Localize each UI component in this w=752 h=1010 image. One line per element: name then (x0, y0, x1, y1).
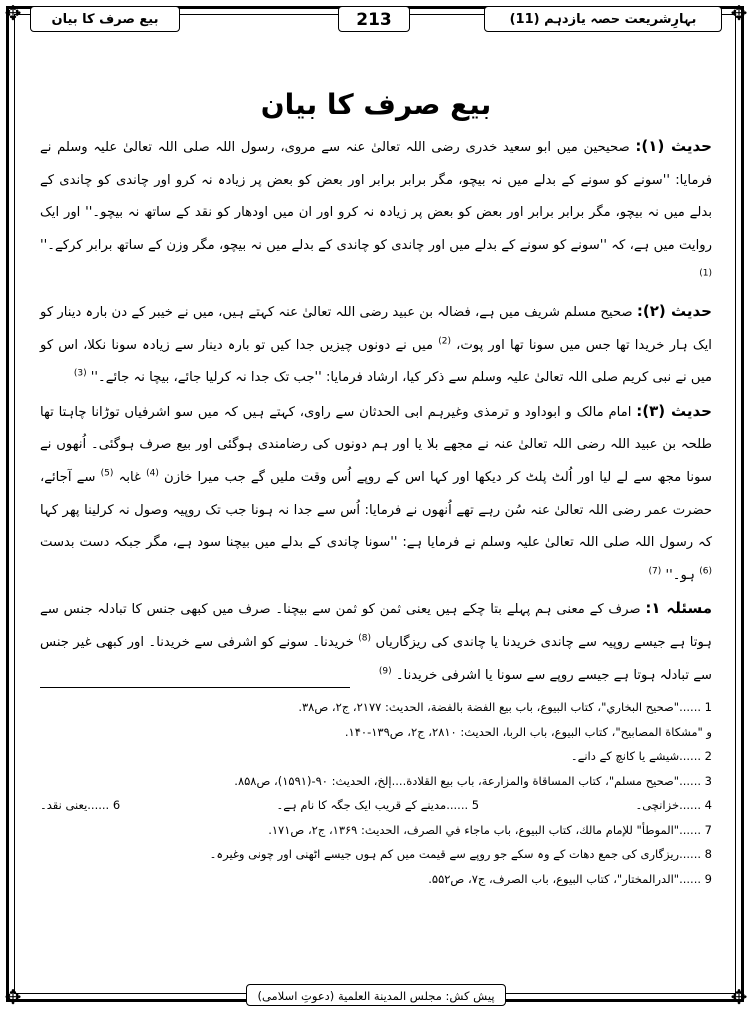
corner-ornament-icon: ✥ (4, 1, 22, 25)
footnote-divider (40, 687, 350, 688)
footnote-marker: (1) (699, 268, 712, 279)
footnote: 3 ......"صحیح مسلم"، کتاب المساقاة والمزارعة، باب بیع القلادة....إلخ، الحدیث: ۹۰-(۱۵۹۱)، ص۸۵۸. (234, 773, 712, 788)
paragraph-text: غابہ (118, 469, 141, 485)
footnote: 7 ......"الموطأ" للإمام مالك، کتاب البیوع، باب ماجاء في الصرف، الحدیث: ۱۳۶۹، ج۲، ص۱۷۱. (268, 822, 712, 837)
masala-heading: مسئلہ ۱: (645, 599, 712, 618)
footnote-marker: (7) (648, 566, 662, 577)
hadith-paragraph (40, 295, 712, 395)
footnotes (40, 695, 712, 891)
paragraph-text: امام مالک و ابوداود و ترمذی وغیرہم ابی الحدثان سے راوی، کہتے ہیں کہ میں سو اشرفیاں توڑانا چاہتا تھا طلحہ بن عبید اللہ رضی اللہ تعالیٰ عنہ نے مجھے بلا یا اور ہم دونوں کی رضامندی ہوگئی اور بیع صرف ہوگئی۔ اُنھوں نے سونا مجھ سے لے لیا اور اُلٹ پلٹ کر دیکھا اور کہا اس کے روپے اُس وقت ملیں گے جب میرا خازن (40, 404, 712, 485)
corner-ornament-icon: ✥ (730, 1, 748, 25)
running-header-book: بہارِشریعت حصہ یازدہم (11) (484, 6, 722, 32)
hadith-paragraph (40, 395, 712, 593)
hadith-heading: حدیث (۱): (635, 137, 712, 155)
masala-paragraph (40, 592, 712, 692)
footnote-row (40, 793, 712, 818)
footnote-marker: (6) (699, 566, 712, 577)
footnote: 8 ......ریزگاری کی جمع دھات کے وہ سکے جو روپے سے قیمت میں کم ہوں جیسے اٹھنی اور چونی وغیرہ۔ (209, 847, 712, 861)
paragraph-text: خریدنا۔ سونے کو اشرفی سے خریدنا۔ اور کبھی غیر جنس سے تبادلہ ہوتا ہے جیسے روپے سے سونا یا اشرفی خریدنا۔ (40, 634, 712, 683)
main-text (40, 130, 712, 692)
paragraph-text: صحیحین میں ابو سعید خدری رضی اللہ تعالیٰ عنہ سے مروی، رسول اللہ صلی اللہ تعالیٰ علیہ وسلم نے فرمایا: ''سونے کو سونے کے بدلے میں نہ بیچو، مگر برابر برابر اور بعض کو بعض پر زیادہ نہ کرو اور چاندی کو چاندی کے بدلے میں نہ بیچو، مگر برابر برابر اور بعض کو بعض پر زیادہ نہ کرو اور ان میں اودھار کو نقد کے ساتھ نہ بیچو۔'' اور ایک روایت میں ہے، کہ ''سونے کو سونے کے بدلے میں اور چاندی کو چاندی کے بدلے میں نہ بیچو، مگر وزن کے ساتھ برابر کرکے۔'' (40, 140, 712, 253)
hadith-paragraph (40, 130, 712, 295)
footnote-marker: (9) (378, 666, 392, 677)
footnote: 5 ......مدینے کے قریب ایک جگہ کا نام ہے۔ (276, 798, 480, 812)
footnote-marker: (4) (146, 468, 159, 479)
footnote: 6 ......یعنی نقد۔ (40, 798, 121, 812)
page-number: 213 (338, 6, 410, 32)
paragraph-text: صحیح مسلم شریف میں ہے، فضالہ بن عبید رضی اللہ تعالیٰ عنہ کہتے ہیں، میں نے خیبر کے دن بارہ دینار کو ایک ہار خریدا تھا جس میں سونا تھا اور پوت، (40, 304, 712, 353)
running-header-chapter: بیع صرف کا بیان (30, 6, 180, 32)
footnote: و "مشکاة المصابیح"، کتاب البیوع، باب الربا، الحدیث: ۲۸۱۰، ج۲، ص۱۳۹-۱۴۰. (344, 724, 712, 739)
footnote-marker: (2) (438, 336, 451, 347)
publisher-footer: پیش کش: مجلس المدینة العلمیة (دعوتِ اسلامی) (246, 984, 506, 1006)
paragraph-text: میں نے دونوں چیزیں جدا کیں تو بارہ دینار سے زیادہ سونا نکلا، اس کو میں نے نبی کریم صلی اللہ تعالیٰ علیہ وسلم سے ذکر کیا، ارشاد فرمایا: ''جب تک جدا نہ کرلیا جائے، بیچا نہ جائے۔'' (40, 337, 712, 386)
footnote-marker: (3) (73, 368, 87, 379)
paragraph-text: صرف کے معنی ہم پہلے بتا چکے ہیں یعنی ثمن کو ثمن سے بیچنا۔ صرف میں کبھی جنس کا تبادلہ جنس سے ہوتا ہے جیسے روپیہ سے چاندی خریدنا یا چاندی کی ریزگاریاں (40, 602, 712, 650)
hadith-heading: حدیث (۳): (636, 401, 712, 420)
footnote-marker: (8) (358, 633, 372, 644)
footnote-marker: (5) (100, 468, 114, 479)
paragraph-text: سے آجائے، حضرت عمر رضی اللہ تعالیٰ عنہ سُن رہے تھے اُنھوں نے فرمایا: اُس سے جدا نہ ہونا جب تک روپیہ وصول نہ کرلینا پھر کہا کہ رسول اللہ صلی اللہ تعالیٰ علیہ وسلم نے فرمایا ہے: ''سونا چاندی کے بدلے میں بیچنا سود ہے، مگر جبکہ دست بدست (40, 469, 712, 551)
footnote: 1 ......"صحیح البخاري"، کتاب البیوع، باب بیع الفضة بالفضة، الحدیث: ۲۱۷۷، ج۲، ص۳۸. (298, 700, 712, 714)
footnote: 4 ......خزانچی۔ (635, 798, 712, 812)
corner-ornament-icon: ✥ (4, 985, 22, 1009)
hadith-heading: حدیث (۲): (636, 301, 712, 320)
corner-ornament-icon: ✥ (730, 985, 748, 1009)
page-title: بیع صرف کا بیان (260, 88, 492, 121)
footnote: 2 ......شیشے یا کانچ کے دانے۔ (570, 749, 712, 763)
footnote: 9 ......"الدرالمختار"، کتاب البیوع، باب الصرف، ج۷، ص۵۵۲. (428, 871, 712, 886)
paragraph-text: ہو۔'' (665, 567, 696, 583)
